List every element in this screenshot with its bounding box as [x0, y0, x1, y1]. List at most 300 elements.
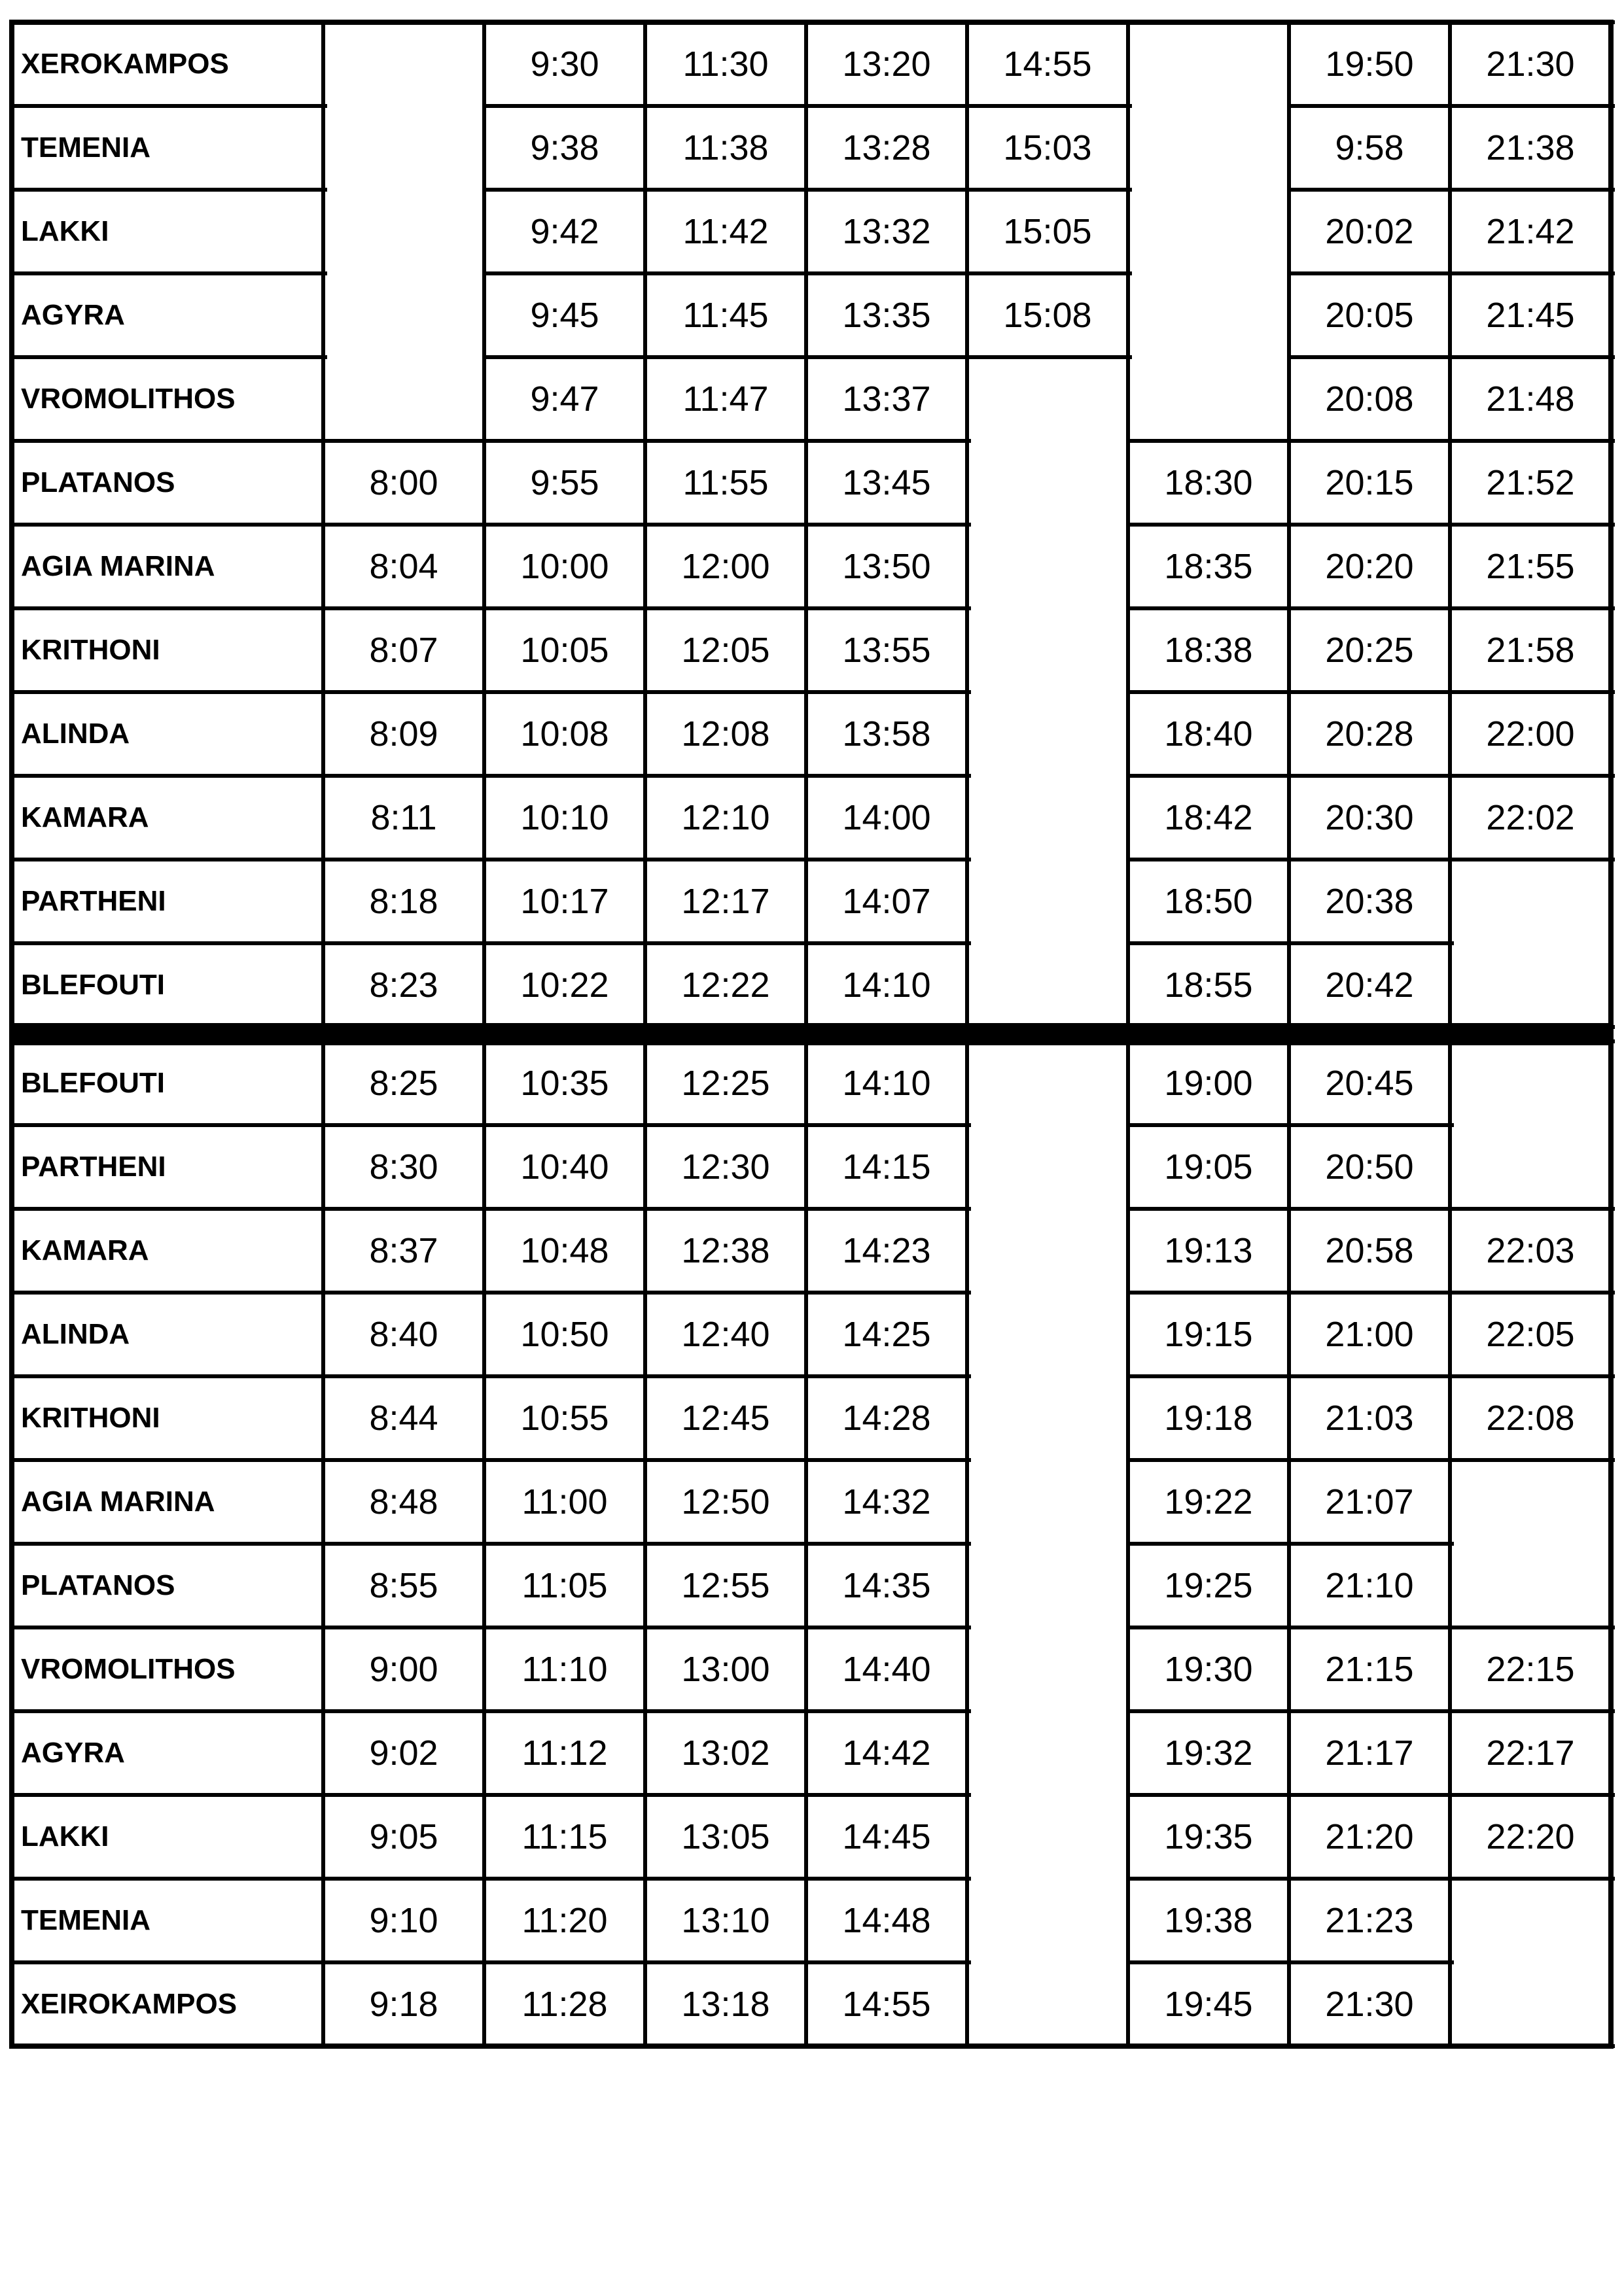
outbound-time-cell — [967, 441, 1128, 525]
return-time-cell: 8:25 — [369, 1064, 438, 1103]
return-time-cell — [967, 1209, 1128, 1293]
return-time-cell: 10:55 — [520, 1399, 609, 1438]
outbound-time-cell: 20:30 — [1325, 798, 1414, 837]
return-time-cell: 21:03 — [1325, 1399, 1414, 1438]
return-time-cell: 22:08 — [1486, 1399, 1575, 1438]
outbound-time-cell: 20:15 — [1325, 463, 1414, 502]
vertical-rule — [482, 606, 486, 694]
vertical-rule — [1287, 1039, 1291, 1127]
vertical-rule — [804, 1542, 808, 1629]
vertical-rule — [1287, 1877, 1291, 1964]
vertical-rule — [1126, 1039, 1130, 1127]
return-time-cell: 19:32 — [1164, 1733, 1253, 1773]
horizontal-rule — [323, 523, 488, 527]
vertical-rule — [1448, 1123, 1452, 1211]
horizontal-rule — [806, 774, 971, 778]
horizontal-rule — [645, 104, 810, 108]
return-time-cell: 14:40 — [842, 1650, 931, 1689]
vertical-rule — [1448, 690, 1452, 778]
return-time-cell: 10:50 — [520, 1315, 609, 1354]
vertical-rule — [965, 20, 969, 108]
outbound-time-cell: 13:28 — [842, 128, 931, 167]
vertical-rule — [643, 188, 647, 275]
return-time-cell: 22:15 — [1486, 1650, 1575, 1689]
horizontal-rule — [1289, 1793, 1454, 1797]
horizontal-rule — [1450, 523, 1615, 527]
outbound-time-cell: 20:05 — [1325, 296, 1414, 335]
vertical-rule — [1126, 271, 1130, 359]
horizontal-rule — [484, 1458, 649, 1462]
outbound-time-cell: 9:58 — [1335, 128, 1404, 167]
vertical-rule — [965, 523, 969, 610]
horizontal-rule — [1289, 188, 1454, 192]
horizontal-rule — [806, 1123, 971, 1127]
vertical-rule — [321, 355, 325, 443]
return-stop-name: AGYRA — [21, 1737, 125, 1769]
return-time-cell: 10:35 — [520, 1064, 609, 1103]
return-time-cell: 19:22 — [1164, 1482, 1253, 1522]
vertical-rule — [321, 271, 325, 359]
vertical-rule — [643, 1709, 647, 1797]
return-time-cell: 13:05 — [681, 1817, 770, 1856]
vertical-rule — [1287, 1458, 1291, 1546]
vertical-rule — [482, 439, 486, 527]
horizontal-rule — [806, 1709, 971, 1713]
return-time-cell: 12:25 — [681, 1064, 770, 1103]
vertical-rule — [804, 104, 808, 192]
vertical-rule — [1287, 1960, 1291, 2048]
return-time-cell: 9:10 — [369, 1901, 438, 1940]
horizontal-rule — [1128, 1542, 1293, 1546]
vertical-rule — [1448, 606, 1452, 694]
return-time-cell: 9:02 — [369, 1733, 438, 1773]
horizontal-rule — [323, 606, 488, 610]
vertical-rule — [1448, 1960, 1452, 2048]
vertical-rule — [643, 439, 647, 527]
vertical-rule — [1126, 1960, 1130, 2048]
outbound-time-cell: 21:30 — [1486, 44, 1575, 84]
horizontal-rule — [12, 1626, 327, 1629]
vertical-rule — [482, 1291, 486, 1378]
vertical-rule — [482, 1542, 486, 1629]
return-time-cell: 22:17 — [1486, 1733, 1575, 1773]
vertical-rule — [965, 1458, 969, 1546]
vertical-rule — [482, 1626, 486, 1713]
outbound-time-cell: 10:05 — [520, 631, 609, 670]
vertical-rule — [1287, 1123, 1291, 1211]
horizontal-rule — [645, 1374, 810, 1378]
outbound-time-cell: 22:02 — [1486, 798, 1575, 837]
horizontal-rule — [323, 1374, 488, 1378]
horizontal-rule — [1128, 1709, 1293, 1713]
outbound-time-cell: 13:55 — [842, 631, 931, 670]
horizontal-rule — [1450, 1626, 1615, 1629]
horizontal-rule — [484, 941, 649, 945]
outbound-time-cell — [1128, 273, 1289, 357]
outbound-time-cell: 20:20 — [1325, 547, 1414, 586]
horizontal-rule — [1128, 1207, 1293, 1211]
return-time-cell — [1450, 1041, 1611, 1125]
outbound-time-cell — [967, 943, 1128, 1027]
vertical-rule — [1448, 1877, 1452, 1964]
outbound-time-cell: 20:42 — [1325, 965, 1414, 1005]
vertical-rule — [965, 1542, 969, 1629]
vertical-rule — [965, 439, 969, 527]
outbound-time-cell: 21:48 — [1486, 379, 1575, 419]
horizontal-rule — [323, 1793, 488, 1797]
return-stop-name: PLATANOS — [21, 1569, 175, 1601]
horizontal-rule — [806, 1458, 971, 1462]
horizontal-rule — [1450, 355, 1615, 359]
return-time-cell: 21:20 — [1325, 1817, 1414, 1856]
horizontal-rule — [806, 104, 971, 108]
vertical-rule — [482, 1039, 486, 1127]
return-time-cell — [967, 1293, 1128, 1376]
horizontal-rule — [645, 1709, 810, 1713]
return-time-cell: 8:30 — [369, 1147, 438, 1187]
outbound-time-cell: 9:55 — [530, 463, 599, 502]
return-time-cell: 19:38 — [1164, 1901, 1253, 1940]
vertical-rule — [643, 1793, 647, 1881]
vertical-rule — [321, 690, 325, 778]
horizontal-rule — [1289, 690, 1454, 694]
outbound-time-cell: 21:42 — [1486, 212, 1575, 251]
vertical-rule — [1448, 271, 1452, 359]
horizontal-rule — [484, 1374, 649, 1378]
outbound-time-cell: 12:00 — [681, 547, 770, 586]
vertical-rule — [1126, 858, 1130, 945]
horizontal-rule — [1450, 1877, 1615, 1881]
horizontal-rule — [967, 271, 1132, 275]
horizontal-rule — [12, 271, 327, 275]
vertical-rule — [643, 1123, 647, 1211]
horizontal-rule — [645, 858, 810, 861]
outbound-time-cell: 21:55 — [1486, 547, 1575, 586]
outbound-time-cell: 10:08 — [520, 714, 609, 754]
outbound-time-cell — [967, 860, 1128, 943]
vertical-rule — [482, 1793, 486, 1881]
outbound-time-cell: 13:45 — [842, 463, 931, 502]
vertical-rule — [482, 1458, 486, 1546]
horizontal-rule — [806, 439, 971, 443]
vertical-rule — [1126, 1123, 1130, 1211]
outbound-time-cell: 8:04 — [369, 547, 438, 586]
outbound-time-cell: 21:58 — [1486, 631, 1575, 670]
vertical-rule — [804, 1960, 808, 2048]
return-time-cell: 21:15 — [1325, 1650, 1414, 1689]
return-time-cell: 19:00 — [1164, 1064, 1253, 1103]
vertical-rule — [643, 271, 647, 359]
horizontal-rule — [645, 439, 810, 443]
outbound-time-cell: 14:00 — [842, 798, 931, 837]
outbound-stop-name: XEROKAMPOS — [21, 48, 229, 80]
return-time-cell: 14:42 — [842, 1733, 931, 1773]
horizontal-rule — [1128, 1626, 1293, 1629]
outbound-time-cell: 11:47 — [682, 379, 769, 419]
horizontal-rule — [967, 104, 1132, 108]
horizontal-rule — [323, 1626, 488, 1629]
horizontal-rule — [1450, 271, 1615, 275]
return-time-cell: 19:30 — [1164, 1650, 1253, 1689]
vertical-rule — [321, 858, 325, 945]
outbound-time-cell — [323, 106, 484, 190]
vertical-rule — [1287, 1709, 1291, 1797]
horizontal-rule — [1289, 271, 1454, 275]
vertical-rule — [643, 1207, 647, 1295]
horizontal-rule — [323, 1207, 488, 1211]
vertical-rule — [1126, 104, 1130, 192]
horizontal-rule — [484, 523, 649, 527]
return-time-cell — [967, 1125, 1128, 1209]
horizontal-rule — [967, 188, 1132, 192]
vertical-rule — [965, 1039, 969, 1127]
horizontal-rule — [1289, 1626, 1454, 1629]
outbound-time-cell: 11:45 — [682, 296, 769, 335]
return-time-cell: 11:10 — [521, 1650, 608, 1689]
horizontal-rule — [484, 1709, 649, 1713]
vertical-rule — [1287, 1793, 1291, 1881]
horizontal-rule — [1289, 1458, 1454, 1462]
horizontal-rule — [12, 355, 327, 359]
vertical-rule — [1287, 1626, 1291, 1713]
vertical-rule — [804, 606, 808, 694]
vertical-rule — [965, 1793, 969, 1881]
vertical-rule — [1448, 355, 1452, 443]
vertical-rule — [321, 1877, 325, 1964]
horizontal-rule — [484, 1877, 649, 1881]
horizontal-rule — [323, 1877, 488, 1881]
vertical-rule — [804, 439, 808, 527]
vertical-rule — [965, 104, 969, 192]
section-divider — [12, 1023, 1611, 1045]
horizontal-rule — [806, 1542, 971, 1546]
vertical-rule — [1448, 523, 1452, 610]
outbound-time-cell: 12:08 — [681, 714, 770, 754]
outbound-time-cell: 13:58 — [842, 714, 931, 754]
return-time-cell: 10:48 — [520, 1231, 609, 1270]
outbound-time-cell — [1128, 190, 1289, 273]
outbound-stop-name: PLATANOS — [21, 466, 175, 498]
vertical-rule — [804, 20, 808, 108]
return-time-cell — [967, 1627, 1128, 1711]
vertical-rule — [1448, 774, 1452, 861]
vertical-rule — [321, 606, 325, 694]
return-time-cell: 8:44 — [369, 1399, 438, 1438]
vertical-rule — [482, 1709, 486, 1797]
outbound-time-cell: 12:17 — [681, 882, 770, 921]
return-time-cell: 13:18 — [681, 1985, 770, 2024]
vertical-rule — [1287, 188, 1291, 275]
horizontal-rule — [1450, 1458, 1615, 1462]
return-time-cell: 19:05 — [1164, 1147, 1253, 1187]
outbound-time-cell: 14:07 — [842, 882, 931, 921]
horizontal-rule — [1289, 1374, 1454, 1378]
outer-frame-left — [9, 20, 14, 2049]
outbound-time-cell: 8:09 — [369, 714, 438, 754]
horizontal-rule — [645, 355, 810, 359]
vertical-rule — [1287, 774, 1291, 861]
horizontal-rule — [12, 1793, 327, 1797]
outbound-stop-name: AGIA MARINA — [21, 550, 215, 582]
vertical-rule — [1448, 1039, 1452, 1127]
return-stop-name: KRITHONI — [21, 1402, 160, 1434]
vertical-rule — [643, 355, 647, 443]
vertical-rule — [643, 1458, 647, 1546]
return-time-cell — [967, 1460, 1128, 1544]
horizontal-rule — [323, 439, 488, 443]
horizontal-rule — [12, 1123, 327, 1127]
return-time-cell: 14:55 — [842, 1985, 931, 2024]
vertical-rule — [804, 1291, 808, 1378]
vertical-rule — [804, 1123, 808, 1211]
vertical-rule — [321, 1542, 325, 1629]
outbound-time-cell: 8:11 — [370, 798, 437, 837]
vertical-rule — [643, 941, 647, 1029]
outbound-time-cell: 12:05 — [681, 631, 770, 670]
horizontal-rule — [323, 690, 488, 694]
vertical-rule — [321, 1960, 325, 2048]
return-time-cell — [1450, 1962, 1611, 2046]
horizontal-rule — [645, 690, 810, 694]
return-stop-name: VROMOLITHOS — [21, 1653, 236, 1685]
horizontal-rule — [484, 1542, 649, 1546]
vertical-rule — [482, 1877, 486, 1964]
vertical-rule — [1126, 690, 1130, 778]
horizontal-rule — [12, 941, 327, 945]
vertical-rule — [482, 271, 486, 359]
horizontal-rule — [645, 1793, 810, 1797]
horizontal-rule — [806, 1374, 971, 1378]
vertical-rule — [643, 690, 647, 778]
vertical-rule — [321, 1291, 325, 1378]
vertical-rule — [321, 104, 325, 192]
return-time-cell: 11:00 — [521, 1482, 608, 1522]
outbound-time-cell — [967, 357, 1128, 441]
outbound-time-cell — [967, 525, 1128, 608]
outbound-time-cell: 12:10 — [681, 798, 770, 837]
bus-timetable — [12, 22, 1621, 2051]
vertical-rule — [482, 1374, 486, 1462]
return-time-cell: 19:15 — [1164, 1315, 1253, 1354]
vertical-rule — [804, 1458, 808, 1546]
vertical-rule — [804, 941, 808, 1029]
outbound-time-cell: 8:23 — [369, 965, 438, 1005]
vertical-rule — [804, 1207, 808, 1295]
outbound-time-cell — [323, 190, 484, 273]
vertical-rule — [1126, 1709, 1130, 1797]
outbound-time-cell: 9:42 — [530, 212, 599, 251]
return-time-cell: 11:28 — [521, 1985, 608, 2024]
outbound-time-cell: 9:47 — [530, 379, 599, 419]
return-time-cell: 12:45 — [681, 1399, 770, 1438]
outer-frame-top — [9, 20, 1614, 25]
vertical-rule — [643, 20, 647, 108]
horizontal-rule — [806, 1793, 971, 1797]
outbound-time-cell: 21:52 — [1486, 463, 1575, 502]
horizontal-rule — [645, 271, 810, 275]
horizontal-rule — [1128, 1458, 1293, 1462]
vertical-rule — [643, 858, 647, 945]
outbound-time-cell: 18:42 — [1164, 798, 1253, 837]
outbound-time-cell: 20:02 — [1325, 212, 1414, 251]
vertical-rule — [804, 1709, 808, 1797]
return-time-cell: 8:55 — [369, 1566, 438, 1605]
outbound-time-cell: 15:03 — [1003, 128, 1092, 167]
horizontal-rule — [806, 523, 971, 527]
outbound-time-cell: 9:45 — [530, 296, 599, 335]
outbound-time-cell: 11:55 — [682, 463, 769, 502]
vertical-rule — [804, 523, 808, 610]
horizontal-rule — [12, 606, 327, 610]
vertical-rule — [1287, 104, 1291, 192]
vertical-rule — [804, 271, 808, 359]
outbound-time-cell: 10:10 — [520, 798, 609, 837]
horizontal-rule — [12, 1960, 327, 1964]
vertical-rule — [1126, 1793, 1130, 1881]
outbound-time-cell: 10:00 — [520, 547, 609, 586]
return-time-cell: 19:18 — [1164, 1399, 1253, 1438]
vertical-rule — [804, 188, 808, 275]
horizontal-rule — [1128, 690, 1293, 694]
return-time-cell: 12:30 — [681, 1147, 770, 1187]
return-time-cell: 12:40 — [681, 1315, 770, 1354]
vertical-rule — [482, 104, 486, 192]
return-stop-name: XEIROKAMPOS — [21, 1988, 238, 2020]
outbound-time-cell: 11:38 — [682, 128, 769, 167]
horizontal-rule — [484, 439, 649, 443]
vertical-rule — [804, 1374, 808, 1462]
return-time-cell — [1450, 1879, 1611, 1962]
horizontal-rule — [967, 355, 1132, 359]
horizontal-rule — [484, 104, 649, 108]
vertical-rule — [1287, 523, 1291, 610]
horizontal-rule — [1128, 523, 1293, 527]
horizontal-rule — [484, 1291, 649, 1295]
horizontal-rule — [484, 858, 649, 861]
return-time-cell: 14:25 — [842, 1315, 931, 1354]
vertical-rule — [482, 1960, 486, 2048]
vertical-rule — [643, 1291, 647, 1378]
horizontal-rule — [1289, 1123, 1454, 1127]
vertical-rule — [1287, 1207, 1291, 1295]
return-time-cell: 9:05 — [369, 1817, 438, 1856]
horizontal-rule — [323, 1291, 488, 1295]
return-time-cell: 14:10 — [842, 1064, 931, 1103]
horizontal-rule — [645, 1123, 810, 1127]
vertical-rule — [643, 606, 647, 694]
horizontal-rule — [484, 188, 649, 192]
vertical-rule — [321, 1039, 325, 1127]
vertical-rule — [482, 941, 486, 1029]
horizontal-rule — [484, 1123, 649, 1127]
vertical-rule — [1126, 1626, 1130, 1713]
outbound-time-cell — [323, 357, 484, 441]
return-time-cell: 14:23 — [842, 1231, 931, 1270]
vertical-rule — [1126, 188, 1130, 275]
horizontal-rule — [1450, 104, 1615, 108]
horizontal-rule — [645, 941, 810, 945]
vertical-rule — [321, 1207, 325, 1295]
return-time-cell: 19:25 — [1164, 1566, 1253, 1605]
return-time-cell: 11:12 — [521, 1733, 608, 1773]
outer-frame-bottom — [9, 2044, 1614, 2049]
vertical-rule — [482, 774, 486, 861]
vertical-rule — [965, 1123, 969, 1211]
horizontal-rule — [806, 188, 971, 192]
horizontal-rule — [806, 941, 971, 945]
horizontal-rule — [323, 1123, 488, 1127]
vertical-rule — [965, 1291, 969, 1378]
